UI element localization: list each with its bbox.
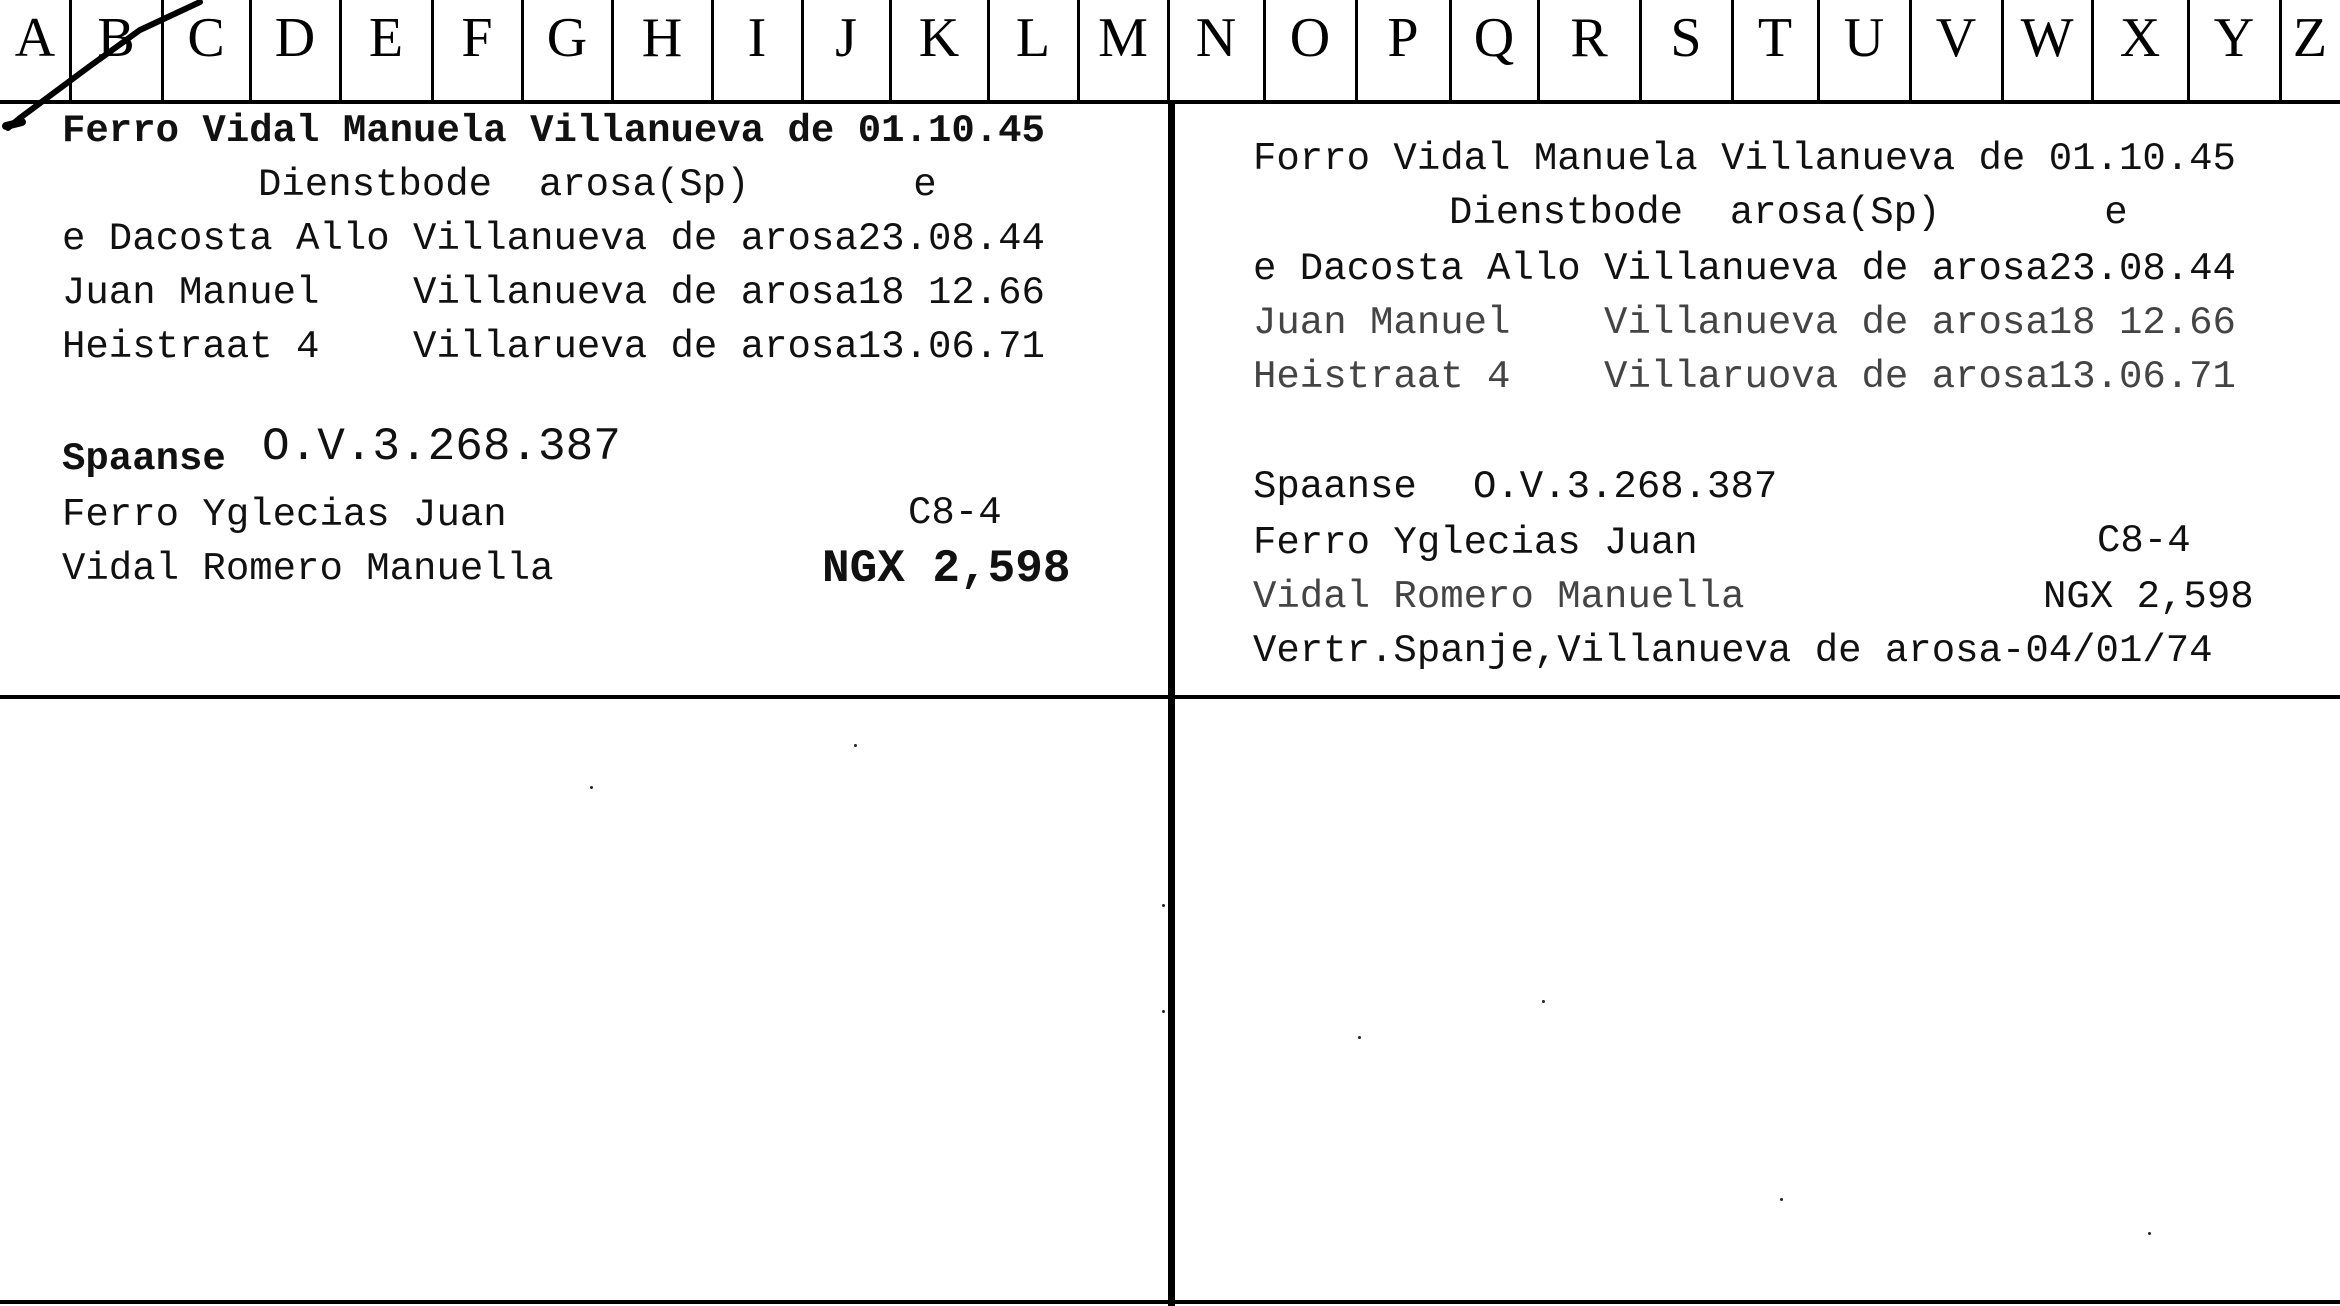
alphabet-tab-separator [1731, 0, 1734, 100]
left-registration-card [0, 104, 1168, 694]
right-line-1: Forro Vidal Manuela Villanueva de 01.10.45 [1253, 137, 2236, 181]
alphabet-tab-separator [1355, 0, 1358, 100]
right-father-name: Ferro Yglecias Juan [1253, 521, 1698, 565]
alphabet-tab-c: C [187, 7, 225, 69]
alphabet-tab-separator [711, 0, 714, 100]
left-code: C8-4 [908, 491, 1002, 535]
right-line-4: Juan Manuel Villanueva de arosa18 12.66 [1253, 301, 2236, 345]
left-line-1: Ferro Vidal Manuela Villanueva de 01.10.45 [62, 109, 1045, 153]
alphabet-tab-separator [889, 0, 892, 100]
left-line-5: Heistraat 4 Villarueva de arosa13.06.71 [62, 325, 1045, 369]
left-line-4: Juan Manuel Villanueva de arosa18 12.66 [62, 271, 1045, 315]
alphabet-tab-separator [987, 0, 990, 100]
scan-speck [1542, 1000, 1545, 1003]
right-line-2 [1253, 191, 2128, 235]
left-spaanse-number: O.V.3.268.387 [262, 421, 621, 473]
scan-speck [854, 744, 857, 747]
alphabet-tab-h: H [641, 7, 683, 69]
card-divider [1168, 100, 1175, 1306]
alphabet-tab-l: L [1015, 7, 1051, 69]
alphabet-tab-separator [801, 0, 804, 100]
alphabet-tab-r: R [1570, 7, 1608, 69]
alphabet-tab-t: T [1757, 7, 1793, 69]
alphabet-tab-q: Q [1473, 7, 1515, 69]
alphabet-tab-d: D [274, 7, 316, 69]
alphabet-tab-separator [1639, 0, 1642, 100]
alphabet-tab-separator [2091, 0, 2094, 100]
alphabet-tab-y: Y [2213, 7, 2255, 69]
right-lower-card-bottom-rule [1175, 1300, 2340, 1304]
left-father-name: Ferro Yglecias Juan [62, 493, 507, 537]
alphabet-tab-z: Z [2292, 7, 2328, 69]
left-line-3: e Dacosta Allo Villanueva de arosa23.08.44 [62, 217, 1045, 261]
alphabet-tab-separator [1449, 0, 1452, 100]
alphabet-tab-m: M [1098, 7, 1148, 69]
alphabet-tab-separator [2279, 0, 2282, 100]
alphabet-tab-s: S [1670, 7, 1702, 69]
alphabet-tab-separator [431, 0, 434, 100]
alphabet-tab-j: J [835, 7, 857, 69]
alphabet-tab-a: A [14, 7, 56, 69]
alphabet-tab-u: U [1843, 7, 1885, 69]
alphabet-tab-v: V [1935, 7, 1977, 69]
scan-speck [1358, 1036, 1361, 1039]
left-card-bottom-rule [0, 695, 1168, 699]
right-line-2-text: Dienstbode arosa(Sp) e [1449, 191, 2128, 235]
alphabet-tab-separator [1817, 0, 1820, 100]
scan-speck [2148, 1232, 2151, 1235]
left-line-2 [62, 163, 937, 207]
scan-speck [590, 786, 593, 789]
left-mother-name: Vidal Romero Manuella [62, 547, 554, 591]
alphabet-tab-e: E [368, 7, 404, 69]
alphabet-tab-separator [611, 0, 614, 100]
alphabet-tab-separator [521, 0, 524, 100]
right-spaanse-label: Spaanse [1253, 465, 1417, 509]
alphabet-tab-g: G [546, 7, 588, 69]
alphabet-tab-i: I [747, 7, 767, 69]
right-code: C8-4 [2097, 519, 2191, 563]
right-line-3: e Dacosta Allo Villanueva de arosa23.08.44 [1253, 247, 2236, 291]
alphabet-tab-separator [249, 0, 252, 100]
right-card-bottom-rule [1175, 695, 2340, 699]
right-ngx-number: NGX 2,598 [2043, 575, 2254, 619]
alphabet-tab-separator [1909, 0, 1912, 100]
alphabet-tab-separator [1167, 0, 1170, 100]
alphabet-tab-o: O [1289, 7, 1331, 69]
right-registration-card [1175, 104, 2340, 694]
alphabet-tab-separator [1263, 0, 1266, 100]
alphabet-tab-separator [2001, 0, 2004, 100]
alphabet-tab-w: W [2020, 7, 2074, 69]
left-line-2-text: Dienstbode arosa(Sp) e [258, 163, 937, 207]
scan-speck [1162, 1010, 1165, 1013]
alphabet-tab-separator [1537, 0, 1540, 100]
scan-speck [1780, 1198, 1783, 1201]
alphabet-tab-f: F [461, 7, 493, 69]
alphabet-tab-p: P [1387, 7, 1419, 69]
alphabet-tab-x: X [2119, 7, 2161, 69]
right-line-5: Heistraat 4 Villaruova de arosa13.06.71 [1253, 355, 2236, 399]
left-ngx-number: NGX 2,598 [822, 543, 1071, 595]
left-spaanse-label: Spaanse [62, 437, 226, 481]
scan-speck [1162, 904, 1165, 907]
right-vertrek-line: Vertr.Spanje,Villanueva de arosa-04/01/74 [1253, 629, 2213, 673]
alphabet-tab-n: N [1195, 7, 1237, 69]
right-spaanse-number: O.V.3.268.387 [1473, 465, 1778, 509]
alphabet-tab-separator [1077, 0, 1080, 100]
alphabet-tab-b: B [97, 7, 135, 69]
left-lower-card-bottom-rule [0, 1300, 1168, 1304]
alphabet-tab-separator [2187, 0, 2190, 100]
alphabet-tab-row [0, 0, 2340, 104]
alphabet-tab-k: K [918, 7, 960, 69]
right-mother-name: Vidal Romero Manuella [1253, 575, 1745, 619]
alphabet-tab-separator [339, 0, 342, 100]
